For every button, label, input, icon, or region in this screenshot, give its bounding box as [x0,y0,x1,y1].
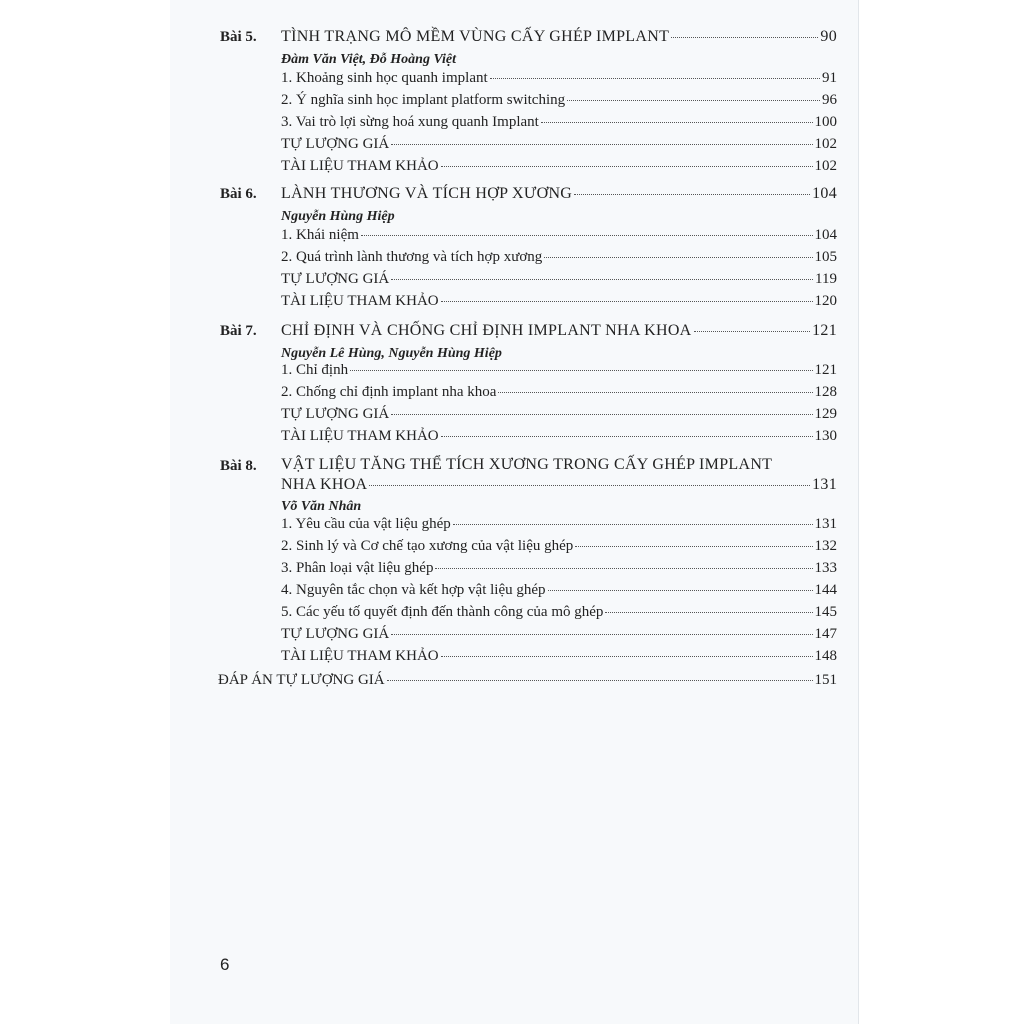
toc-item [281,538,837,560]
lesson-label: Bài 6. [220,186,257,202]
toc-item [281,70,837,92]
page-ref: 91 [822,70,837,86]
toc-item [281,114,837,136]
dot-leader [361,235,813,236]
dot-leader [387,680,813,681]
toc-item [281,626,837,648]
dot-leader [391,414,812,415]
toc-item-text: 1. Chỉ định [281,362,349,378]
toc-item-text: TÀI LIỆU THAM KHẢO [281,293,439,309]
page-ref: 105 [814,249,837,265]
toc-item-text: TÀI LIỆU THAM KHẢO [281,648,439,664]
toc-item-text: 2. Sinh lý và Cơ chế tạo xương của vật liệu ghép [281,538,574,554]
page-ref: 104 [812,185,837,202]
toc-item [281,648,837,670]
lesson-title: CHỈ ĐỊNH VÀ CHỐNG CHỈ ĐỊNH IMPLANT NHA KHOA [281,322,692,339]
toc-item [281,604,837,626]
toc-item [281,293,837,315]
dot-leader [694,331,811,332]
toc-item [281,384,837,406]
page-ref: 121 [812,322,837,339]
lesson-title-row [281,322,837,344]
lesson-title-line [281,456,837,478]
dot-leader [605,612,812,613]
answers-text: ĐÁP ÁN TỰ LƯỢNG GIÁ [218,672,385,688]
page-ref: 133 [814,560,837,576]
dot-leader [541,122,813,123]
toc-item [281,582,837,604]
toc-item [281,271,837,293]
answers-row [218,672,837,694]
dot-leader [350,370,812,371]
toc-item-text: 3. Vai trò lợi sừng hoá xung quanh Implant [281,114,539,130]
dot-leader [435,568,812,569]
lesson-title: LÀNH THƯƠNG VÀ TÍCH HỢP XƯƠNG [281,185,573,202]
dot-leader [453,524,813,525]
page-ref: 120 [814,293,837,309]
page-ref: 131 [812,476,837,493]
toc-item-text: TÀI LIỆU THAM KHẢO [281,158,439,174]
toc-item-text: 1. Yêu cầu của vật liệu ghép [281,516,451,532]
page-ref: 147 [814,626,837,642]
toc-item-text: 1. Khoảng sinh học quanh implant [281,70,488,86]
toc-item [281,158,837,180]
dot-leader [391,144,812,145]
lesson-author: Nguyễn Lê Hùng, Nguyễn Hùng Hiệp [281,346,502,361]
toc-item [281,227,837,249]
page-ref: 130 [814,428,837,444]
page-ref: 131 [814,516,837,532]
toc-item-text: TỰ LƯỢNG GIÁ [281,136,390,152]
dot-leader [391,634,812,635]
toc-item [281,428,837,450]
lesson-title-row [281,28,837,50]
page-ref: 132 [814,538,837,554]
page-ref: 102 [814,136,837,152]
lesson-author: Đàm Văn Việt, Đỗ Hoàng Việt [281,52,457,67]
toc-item [281,136,837,158]
page-ref: 90 [820,28,837,45]
toc-item-text: TỰ LƯỢNG GIÁ [281,626,390,642]
lesson-author: Nguyễn Hùng Hiệp [281,209,395,224]
toc-item [281,560,837,582]
dot-leader [391,279,813,280]
lesson-title: TÌNH TRẠNG MÔ MỀM VÙNG CẤY GHÉP IMPLANT [281,28,670,45]
toc-item-text: 5. Các yếu tố quyết định đến thành công của mô ghép [281,604,604,620]
dot-leader [567,100,820,101]
toc-item-text: TỰ LƯỢNG GIÁ [281,406,390,422]
toc-item [281,516,837,538]
lesson-label: Bài 8. [220,458,257,474]
dot-leader [548,590,813,591]
lesson-label: Bài 5. [220,29,257,45]
book-page [170,0,859,1024]
dot-leader [441,436,813,437]
dot-leader [544,257,812,258]
page-ref: 145 [814,604,837,620]
toc-item [281,92,837,114]
dot-leader [671,37,818,38]
dot-leader [441,301,813,302]
page-ref: 102 [814,158,837,174]
toc-item [281,406,837,428]
toc-item-text: 4. Nguyên tắc chọn và kết hợp vật liệu ghép [281,582,546,598]
page-ref: 151 [814,672,837,688]
page-ref: 144 [814,582,837,598]
toc-item-text: TÀI LIỆU THAM KHẢO [281,428,439,444]
dot-leader [575,546,812,547]
lesson-title: VẬT LIỆU TĂNG THỂ TÍCH XƯƠNG TRONG CẤY GHÉP IMPLANT [281,456,773,473]
toc-item-text: 2. Ý nghĩa sinh học implant platform switching [281,92,566,108]
dot-leader [441,656,813,657]
dot-leader [441,166,813,167]
page-ref: 96 [822,92,837,108]
toc-item-text: 1. Khái niệm [281,227,359,243]
toc-item [281,362,837,384]
dot-leader [369,485,810,486]
lesson-title-row [281,476,837,498]
lesson-author: Võ Văn Nhân [281,499,362,514]
page-ref: 121 [814,362,837,378]
page-ref: 104 [814,227,837,243]
lesson-title-row [281,185,837,207]
lesson-label: Bài 7. [220,323,257,339]
page-ref: 128 [814,384,837,400]
toc-item-text: 2. Chống chỉ định implant nha khoa [281,384,497,400]
dot-leader [498,392,812,393]
toc-item [281,249,837,271]
lesson-title: NHA KHOA [281,476,368,493]
page-ref: 100 [814,114,837,130]
page-ref: 129 [814,406,837,422]
toc-item-text: TỰ LƯỢNG GIÁ [281,271,390,287]
toc-item-text: 2. Quá trình lành thương và tích hợp xương [281,249,543,265]
page-ref: 119 [815,271,837,287]
dot-leader [490,78,820,79]
page-number: 6 [220,955,230,974]
dot-leader [574,194,810,195]
page-ref: 148 [814,648,837,664]
toc-item-text: 3. Phân loại vật liệu ghép [281,560,434,576]
